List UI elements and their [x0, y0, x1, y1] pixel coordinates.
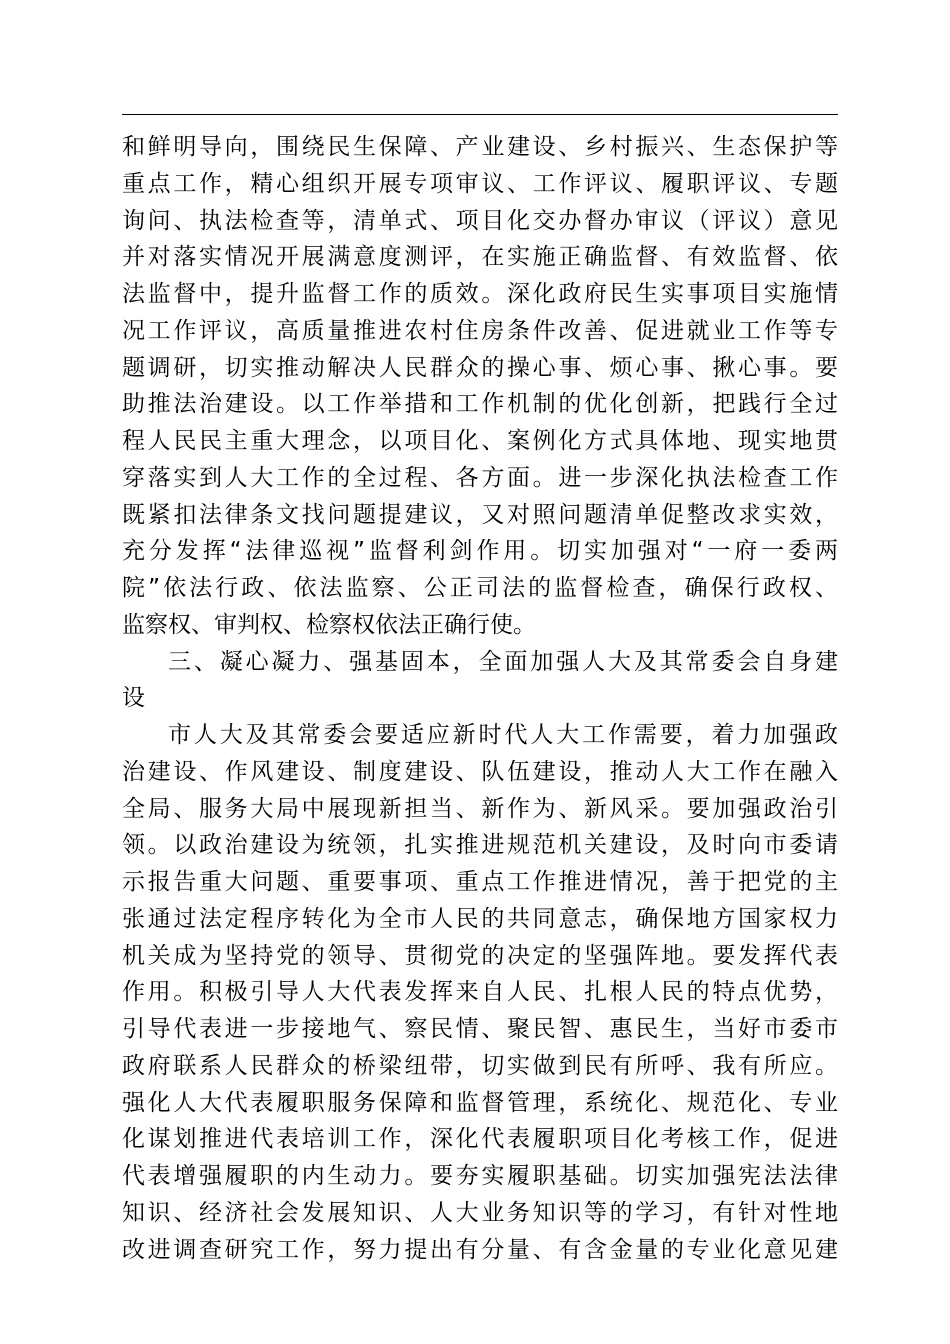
text-line: 重点工作，精心组织开展专项审议、工作评议、履职评议、专题: [122, 170, 838, 197]
text-line: 化谋划推进代表培训工作，深化代表履职项目化考核工作，促进: [122, 1126, 838, 1153]
text-line: 充分发挥“法律巡视”监督利剑作用。切实加强对“一府一委两: [122, 538, 838, 565]
text-line: 改进调查研究工作，努力提出有分量、有含金量的专业化意见建: [122, 1236, 838, 1263]
text-line: 政府联系人民群众的桥梁纽带，切实做到民有所呼、我有所应。: [122, 1052, 838, 1079]
text-line: 程人民民主重大理念，以项目化、案例化方式具体地、现实地贯: [122, 428, 838, 454]
text-line: 治建设、作风建设、制度建设、队伍建设，推动人大工作在融入: [122, 758, 838, 785]
text-line: 询问、执法检查等，清单式、项目化交办督办审议（评议）意见: [122, 207, 838, 234]
text-line: 题调研，切实推动解决人民群众的操心事、烦心事、揪心事。要: [122, 354, 838, 381]
text-line: 知识、经济社会发展知识、人大业务知识等的学习，有针对性地: [122, 1199, 838, 1226]
text-line: 作用。积极引导人大代表发挥来自人民、扎根人民的特点优势，: [122, 979, 838, 1006]
text-line: 院”依法行政、依法监察、公正司法的监督检查，确保行政权、: [122, 575, 838, 601]
text-line: 全局、服务大局中展现新担当、新作为、新风采。要加强政治引: [122, 795, 838, 822]
section-heading-line: 设: [122, 685, 145, 712]
text-line: 强化人大代表履职服务保障和监督管理，系统化、规范化、专业: [122, 1089, 838, 1116]
text-line: 监察权、审判权、检察权依法正确行使。: [122, 611, 536, 638]
text-line: 况工作评议，高质量推进农村住房条件改善、促进就业工作等专: [122, 317, 838, 344]
text-line: 代表增强履职的内生动力。要夯实履职基础。切实加强宪法法律: [122, 1163, 838, 1189]
text-line: 并对落实情况开展满意度测评，在实施正确监督、有效监督、依: [122, 244, 838, 271]
text-line: 和鲜明导向，围绕民生保障、产业建设、乡村振兴、生态保护等: [122, 134, 838, 160]
header-rule: [122, 114, 838, 115]
text-line: 穿落实到人大工作的全过程、各方面。进一步深化执法检查工作: [122, 464, 838, 491]
text-line: 助推法治建设。以工作举措和工作机制的优化创新，把践行全过: [122, 391, 838, 418]
text-line: 市人大及其常委会要适应新时代人大工作需要，着力加强政: [168, 722, 838, 748]
text-line: 领。以政治建设为统领，扎实推进规范机关建设，及时向市委请: [122, 832, 838, 859]
body-text: [122, 129, 838, 1268]
text-line: 示报告重大问题、重要事项、重点工作推进情况，善于把党的主: [122, 869, 838, 895]
section-heading-line: 三、凝心凝力、强基固本，全面加强人大及其常委会自身建: [168, 648, 838, 675]
text-line: 引导代表进一步接地气、察民情、聚民智、惠民生，当好市委市: [122, 1016, 838, 1042]
text-line: 法监督中，提升监督工作的质效。深化政府民生实事项目实施情: [122, 281, 838, 307]
text-line: 既紧扣法律条文找问题提建议，又对照问题清单促整改求实效，: [122, 501, 838, 528]
text-line: 张通过法定程序转化为全市人民的共同意志，确保地方国家权力: [122, 905, 838, 932]
text-line: 机关成为坚持党的领导、贯彻党的决定的坚强阵地。要发挥代表: [122, 942, 838, 969]
